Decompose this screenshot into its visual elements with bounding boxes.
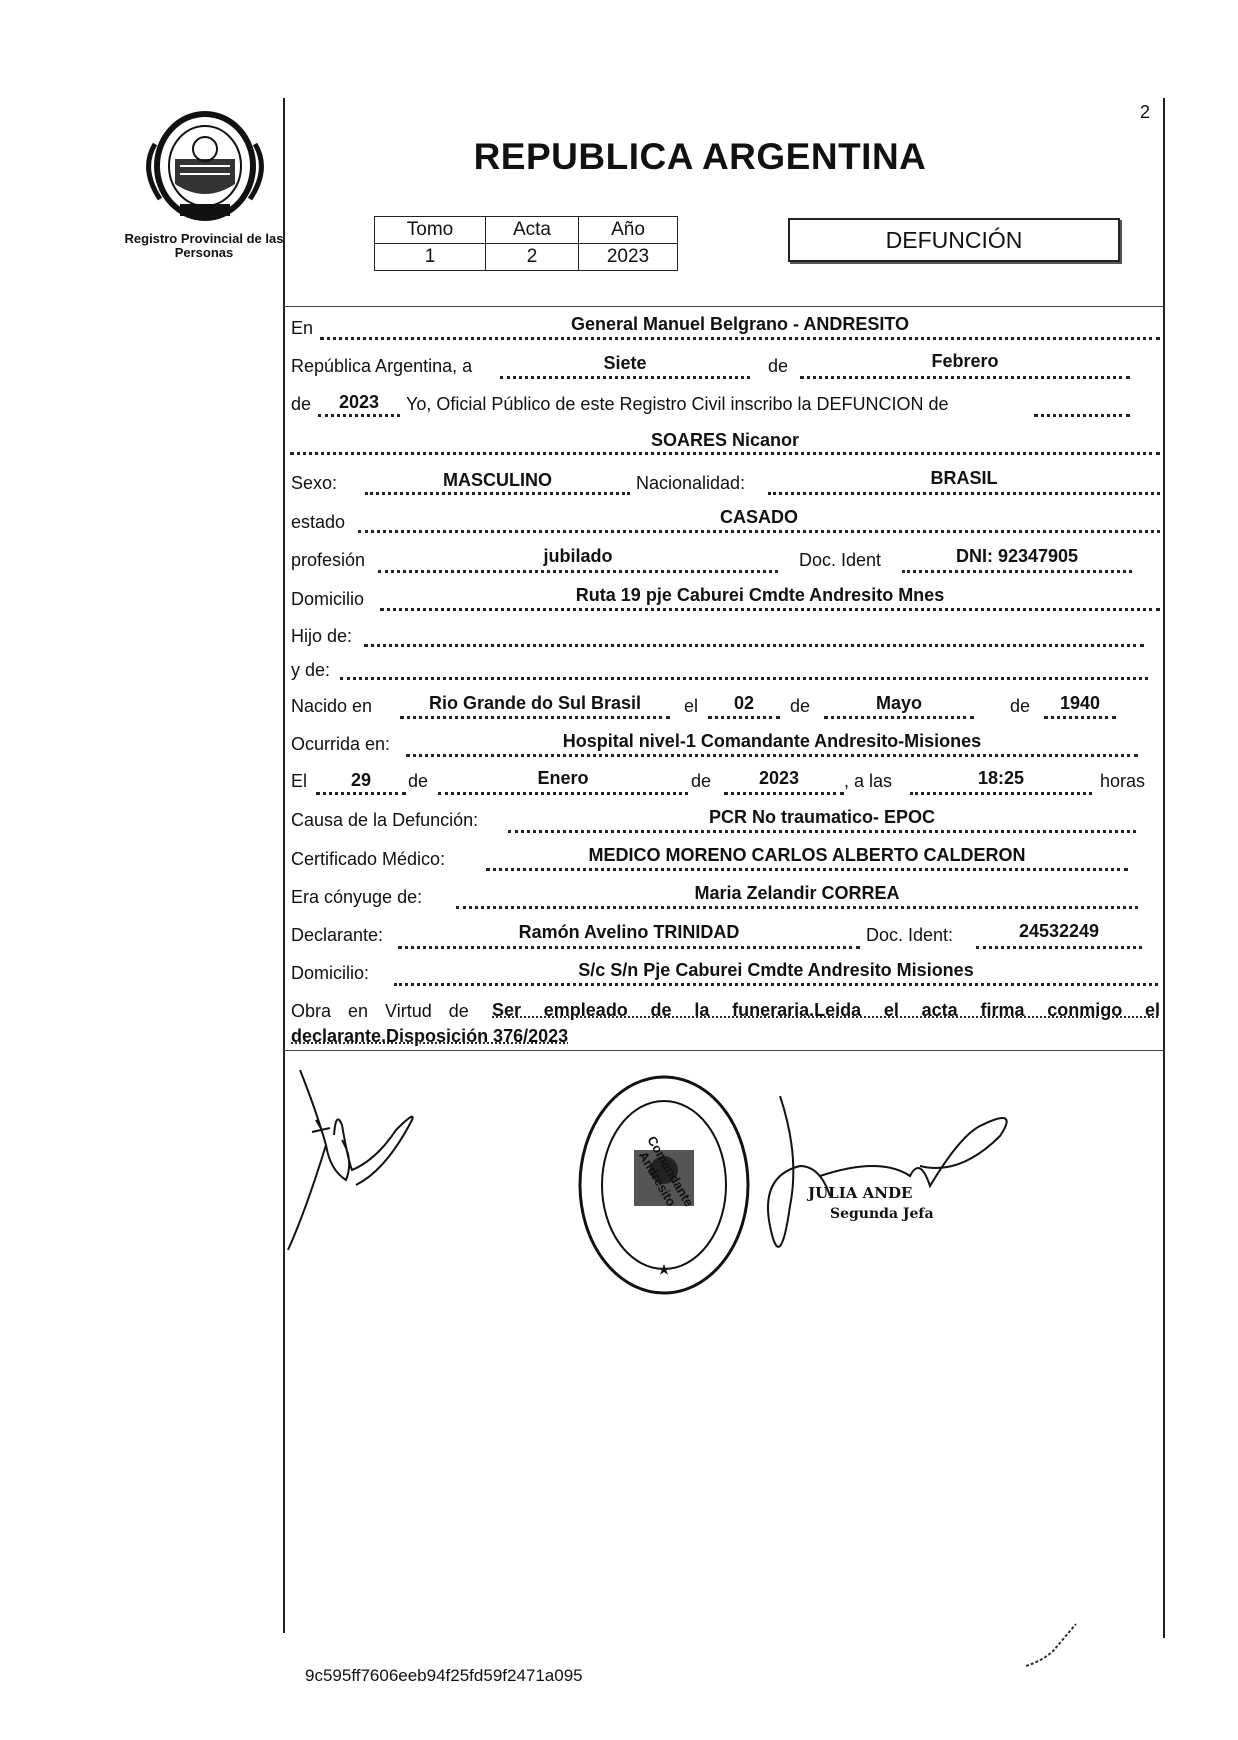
def-hora-value: 18:25 — [977, 768, 1025, 788]
certificado-label: Certificado Médico: — [291, 849, 446, 869]
en-value: General Manuel Belgrano - ANDRESITO — [570, 314, 910, 334]
de6-label: de — [691, 771, 712, 791]
yde-label: y de: — [291, 660, 331, 680]
doc2-label: Doc. Ident: — [866, 925, 954, 945]
official-signature — [760, 1096, 1040, 1296]
inscribo-text: Yo, Oficial Público de este Registro Civil inscribo la DEFUNCION de — [406, 394, 949, 414]
de4-label: de — [1010, 696, 1031, 716]
def-mes-line — [438, 792, 688, 795]
row-separator — [283, 306, 1163, 307]
declarante-field-line — [398, 946, 860, 949]
profesion-label: profesión — [291, 550, 366, 570]
domicilio2-value: S/c S/n Pje Caburei Cmdte Andresito Misiones — [578, 960, 974, 980]
ocurrida-label: Ocurrida en: — [291, 734, 391, 754]
page-title: REPUBLICA ARGENTINA — [473, 136, 927, 177]
official-name-stamp: JULIA ANDE — [808, 1184, 913, 1202]
conyuge-field-line — [456, 906, 1138, 909]
def-mes-value: Enero — [537, 768, 589, 788]
estado-label: estado — [291, 512, 346, 532]
page-number: 2 — [1140, 102, 1151, 122]
nacido-label: Nacido en — [291, 696, 373, 716]
acta-value: 2 — [486, 244, 579, 271]
day-word-value: Siete — [603, 353, 647, 373]
nacido-lugar-value: Rio Grande do Sul Brasil — [428, 693, 642, 713]
sexo-field-line — [365, 492, 630, 495]
def-anio-value: 2023 — [758, 768, 800, 788]
de5-label: de — [408, 771, 429, 791]
month-field-line — [800, 376, 1130, 379]
form-bottom-line — [283, 1050, 1163, 1051]
deceased-name: SOARES Nicanor — [650, 430, 800, 450]
declarante-label: Declarante: — [291, 925, 384, 945]
nacionalidad-label: Nacionalidad: — [636, 473, 746, 493]
nac-dia-value: 02 — [733, 693, 755, 713]
doc2-field-line — [976, 946, 1142, 949]
conyuge-value: Maria Zelandir CORREA — [694, 883, 900, 903]
document-hash: 9c595ff7606eeb94f25fd59f2471a095 — [305, 1666, 583, 1685]
alas-label: , a las — [844, 771, 893, 791]
month-value: Febrero — [931, 351, 999, 371]
obra-value-line1: Ser empleado de la funeraria.Leida el acta firma conmigo el — [492, 1000, 1160, 1020]
en-label: En — [291, 318, 314, 338]
nacido-lugar-line — [400, 716, 670, 719]
nacionalidad-value: BRASIL — [930, 468, 998, 488]
causa-value: PCR No traumatico- EPOC — [708, 807, 936, 827]
ocurrida-value: Hospital nivel-1 Comandante Andresito-Misiones — [562, 731, 982, 751]
def-hora-line — [910, 792, 1092, 795]
stamp-inner-text: Comandante Andresito — [635, 1133, 697, 1210]
nac-anio-line — [1044, 716, 1116, 719]
causa-label: Causa de la Defunción: — [291, 810, 479, 830]
el2-label: El — [291, 771, 308, 791]
hijo-field-line — [364, 644, 1144, 647]
de-label: de — [768, 356, 789, 376]
republica-label: República Argentina, a — [291, 356, 473, 376]
official-role-stamp: Segunda Jefa — [830, 1206, 934, 1222]
certificado-field-line — [486, 868, 1128, 871]
nac-dia-line — [708, 716, 780, 719]
def-anio-line — [724, 792, 844, 795]
day-field-line — [500, 376, 750, 379]
certificado-value: MEDICO MORENO CARLOS ALBERTO CALDERON — [588, 845, 1026, 865]
misiones-seal-logo — [140, 104, 270, 224]
doc-ident-field-line — [902, 570, 1132, 573]
en-field-line — [320, 337, 1160, 340]
domicilio-value: Ruta 19 pje Caburei Cmdte Andresito Mnes — [575, 585, 945, 605]
anio-header: Año — [579, 217, 678, 244]
right-margin-line — [1163, 98, 1165, 1638]
tomo-value: 1 — [375, 244, 486, 271]
doc-ident-value: DNI: 92347905 — [955, 546, 1079, 566]
year-value: 2023 — [338, 392, 380, 412]
declarant-signature — [286, 1070, 436, 1260]
name-field-line — [290, 452, 1160, 455]
sexo-label: Sexo: — [291, 473, 338, 493]
anio-value: 2023 — [579, 244, 678, 271]
nac-mes-line — [824, 716, 974, 719]
acta-header: Acta — [486, 217, 579, 244]
estado-value: CASADO — [719, 507, 798, 527]
nacionalidad-field-line — [768, 492, 1160, 495]
def-dia-value: 29 — [350, 770, 372, 790]
initials-scribble — [1024, 1620, 1084, 1670]
de2-label: de — [291, 394, 312, 414]
doc-ident-label: Doc. Ident — [799, 550, 882, 570]
inscribo-field-line — [1034, 414, 1130, 417]
domicilio2-label: Domicilio: — [291, 963, 370, 983]
def-dia-line — [316, 792, 406, 795]
record-table — [374, 216, 678, 271]
de3-label: de — [790, 696, 811, 716]
horas-label: horas — [1100, 771, 1146, 791]
domicilio2-field-line — [394, 983, 1158, 986]
registro-provincial-caption: Registro Provincial de las Personas — [124, 231, 284, 260]
estado-field-line — [358, 530, 1160, 533]
profesion-value: jubilado — [543, 546, 613, 566]
tomo-header: Tomo — [375, 217, 486, 244]
doc2-value: 24532249 — [1018, 921, 1100, 941]
conyuge-label: Era cónyuge de: — [291, 887, 423, 907]
causa-field-line — [508, 830, 1136, 833]
sexo-value: MASCULINO — [443, 470, 552, 490]
nac-mes-value: Mayo — [875, 693, 922, 713]
left-margin-line — [283, 98, 285, 1633]
record-type-box: DEFUNCIÓN — [788, 218, 1120, 262]
nac-anio-value: 1940 — [1059, 693, 1101, 713]
registry-stamp — [574, 1070, 754, 1300]
domicilio-field-line — [380, 608, 1160, 611]
declarante-value: Ramón Avelino TRINIDAD — [518, 922, 740, 942]
obra-value-line2: declarante.Disposición 376/2023 — [291, 1026, 569, 1046]
yde-field-line — [340, 677, 1148, 680]
obra-label: Obra en Virtud de — [291, 1001, 469, 1021]
profesion-field-line — [378, 570, 778, 573]
ocurrida-field-line — [406, 754, 1138, 757]
el-label: el — [684, 696, 699, 716]
hijo-label: Hijo de: — [291, 626, 353, 646]
domicilio-label: Domicilio — [291, 589, 365, 609]
year-field-line — [318, 414, 400, 417]
